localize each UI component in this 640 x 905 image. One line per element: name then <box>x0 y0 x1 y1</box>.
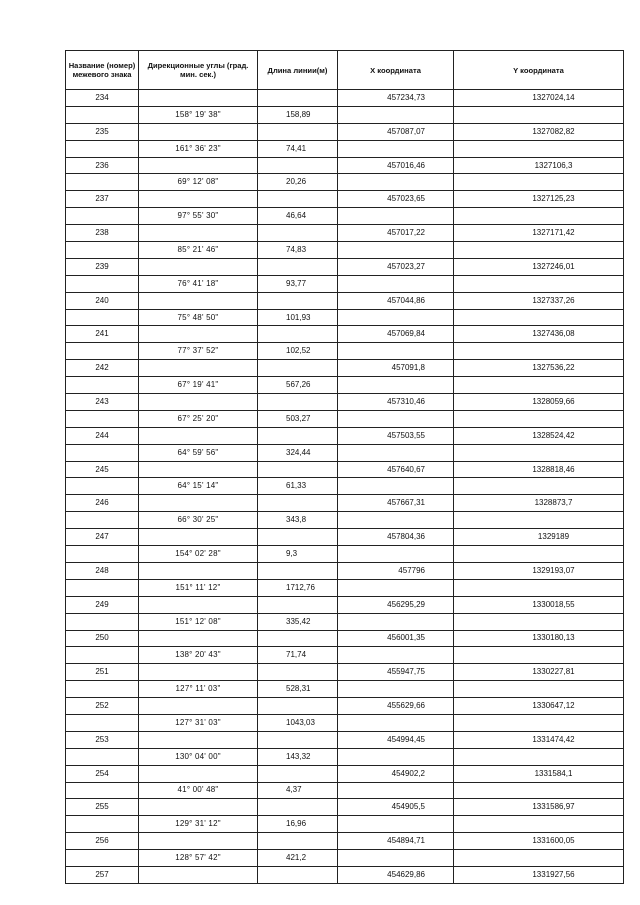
cell-length <box>258 326 338 343</box>
cell-length <box>258 562 338 579</box>
cell-angle: 138° 20' 43" <box>139 647 258 664</box>
cell-x <box>338 681 454 698</box>
cell-x <box>338 106 454 123</box>
cell-length: 61,33 <box>258 478 338 495</box>
cell-angle <box>139 731 258 748</box>
cell-name <box>66 782 139 799</box>
cell-y: 1327337,26 <box>454 292 624 309</box>
cell-x: 457796 <box>338 562 454 579</box>
cell-length: 528,31 <box>258 681 338 698</box>
cell-x: 457023,27 <box>338 258 454 275</box>
cell-angle <box>139 427 258 444</box>
cell-name <box>66 410 139 427</box>
header-y: Y координата <box>454 51 624 90</box>
cell-angle: 69° 12' 08" <box>139 174 258 191</box>
cell-y <box>454 208 624 225</box>
cell-name <box>66 748 139 765</box>
cell-y: 1328524,42 <box>454 427 624 444</box>
cell-y <box>454 546 624 563</box>
cell-y: 1330180,13 <box>454 630 624 647</box>
cell-x: 457016,46 <box>338 157 454 174</box>
cell-length <box>258 90 338 107</box>
cell-y <box>454 782 624 799</box>
cell-length: 343,8 <box>258 512 338 529</box>
cell-x: 457503,55 <box>338 427 454 444</box>
cell-y: 1331584,1 <box>454 765 624 782</box>
cell-length: 102,52 <box>258 343 338 360</box>
cell-length: 421,2 <box>258 850 338 867</box>
line-row <box>66 242 624 259</box>
cell-length <box>258 427 338 444</box>
cell-name <box>66 242 139 259</box>
point-row <box>66 225 624 242</box>
line-row <box>66 714 624 731</box>
cell-angle <box>139 90 258 107</box>
line-row <box>66 208 624 225</box>
cell-angle: 41° 00' 48" <box>139 782 258 799</box>
cell-y <box>454 478 624 495</box>
cell-x: 457234,73 <box>338 90 454 107</box>
cell-x <box>338 748 454 765</box>
cell-angle: 128° 57' 42" <box>139 850 258 867</box>
header-angle: Дирекционные углы (град. мин. сек.) <box>139 51 258 90</box>
line-row <box>66 850 624 867</box>
cell-length: 16,96 <box>258 816 338 833</box>
cell-angle <box>139 292 258 309</box>
cell-x <box>338 546 454 563</box>
cell-angle <box>139 765 258 782</box>
cell-x: 457087,07 <box>338 123 454 140</box>
cell-name <box>66 343 139 360</box>
cell-length: 567,26 <box>258 377 338 394</box>
cell-name: 251 <box>66 664 139 681</box>
cell-x <box>338 140 454 157</box>
cell-angle: 66° 30' 25" <box>139 512 258 529</box>
cell-name: 236 <box>66 157 139 174</box>
cell-length <box>258 799 338 816</box>
line-row <box>66 681 624 698</box>
cell-length <box>258 191 338 208</box>
cell-y: 1331927,56 <box>454 866 624 883</box>
line-row <box>66 309 624 326</box>
cell-name: 255 <box>66 799 139 816</box>
cell-y <box>454 748 624 765</box>
coordinates-sheet <box>65 50 623 884</box>
line-row <box>66 478 624 495</box>
cell-name: 243 <box>66 394 139 411</box>
cell-y: 1329189 <box>454 529 624 546</box>
cell-x: 455947,75 <box>338 664 454 681</box>
point-row <box>66 562 624 579</box>
cell-length <box>258 292 338 309</box>
cell-y <box>454 242 624 259</box>
cell-x: 454902,2 <box>338 765 454 782</box>
cell-y: 1330647,12 <box>454 698 624 715</box>
cell-name <box>66 174 139 191</box>
header-length: Длина линии(м) <box>258 51 338 90</box>
point-row <box>66 630 624 647</box>
cell-name: 241 <box>66 326 139 343</box>
cell-name: 245 <box>66 461 139 478</box>
cell-angle: 77° 37' 52" <box>139 343 258 360</box>
cell-y: 1328818,46 <box>454 461 624 478</box>
cell-y: 1327024,14 <box>454 90 624 107</box>
line-row <box>66 816 624 833</box>
cell-name: 234 <box>66 90 139 107</box>
cell-name <box>66 546 139 563</box>
point-row <box>66 799 624 816</box>
point-row <box>66 765 624 782</box>
cell-x: 455629,66 <box>338 698 454 715</box>
cell-length: 503,27 <box>258 410 338 427</box>
cell-name <box>66 714 139 731</box>
cell-y: 1329193,07 <box>454 562 624 579</box>
cell-name: 254 <box>66 765 139 782</box>
cell-name <box>66 275 139 292</box>
line-row <box>66 140 624 157</box>
cell-angle <box>139 664 258 681</box>
cell-name <box>66 850 139 867</box>
cell-x <box>338 242 454 259</box>
cell-angle <box>139 495 258 512</box>
line-row <box>66 174 624 191</box>
cell-name: 252 <box>66 698 139 715</box>
cell-length <box>258 157 338 174</box>
cell-name: 240 <box>66 292 139 309</box>
cell-angle <box>139 225 258 242</box>
cell-angle <box>139 698 258 715</box>
cell-angle <box>139 799 258 816</box>
cell-length: 143,32 <box>258 748 338 765</box>
cell-length: 71,74 <box>258 647 338 664</box>
cell-x <box>338 512 454 529</box>
cell-x: 457804,36 <box>338 529 454 546</box>
cell-name: 248 <box>66 562 139 579</box>
point-row <box>66 698 624 715</box>
cell-name: 239 <box>66 258 139 275</box>
cell-length <box>258 698 338 715</box>
line-row <box>66 748 624 765</box>
cell-x <box>338 309 454 326</box>
cell-length <box>258 495 338 512</box>
cell-x <box>338 613 454 630</box>
cell-length: 335,42 <box>258 613 338 630</box>
cell-name <box>66 647 139 664</box>
cell-x: 457069,84 <box>338 326 454 343</box>
cell-length: 101,93 <box>258 309 338 326</box>
cell-length <box>258 630 338 647</box>
cell-name <box>66 309 139 326</box>
cell-x <box>338 208 454 225</box>
cell-x <box>338 647 454 664</box>
header-row <box>66 51 624 90</box>
cell-angle: 154° 02' 28" <box>139 546 258 563</box>
cell-y <box>454 512 624 529</box>
cell-y <box>454 850 624 867</box>
cell-x: 457091,8 <box>338 360 454 377</box>
cell-y <box>454 816 624 833</box>
cell-angle: 64° 15' 14" <box>139 478 258 495</box>
cell-length <box>258 529 338 546</box>
cell-x: 457044,86 <box>338 292 454 309</box>
cell-x: 457023,65 <box>338 191 454 208</box>
cell-name <box>66 579 139 596</box>
cell-x <box>338 410 454 427</box>
cell-y <box>454 579 624 596</box>
cell-angle <box>139 630 258 647</box>
line-row <box>66 377 624 394</box>
cell-y: 1327082,82 <box>454 123 624 140</box>
line-row <box>66 343 624 360</box>
cell-name: 256 <box>66 833 139 850</box>
cell-angle: 161° 36' 23" <box>139 140 258 157</box>
cell-x <box>338 174 454 191</box>
cell-name: 237 <box>66 191 139 208</box>
point-row <box>66 191 624 208</box>
cell-length <box>258 123 338 140</box>
cell-angle <box>139 157 258 174</box>
point-row <box>66 123 624 140</box>
cell-angle: 97° 55' 30" <box>139 208 258 225</box>
cell-angle: 129° 31' 12" <box>139 816 258 833</box>
cell-y <box>454 647 624 664</box>
cell-length: 1043,03 <box>258 714 338 731</box>
cell-angle <box>139 123 258 140</box>
boundary-coordinates-table <box>65 50 624 884</box>
cell-length <box>258 664 338 681</box>
cell-name <box>66 208 139 225</box>
cell-angle <box>139 529 258 546</box>
cell-length: 9,3 <box>258 546 338 563</box>
cell-angle: 158° 19' 38" <box>139 106 258 123</box>
point-row <box>66 866 624 883</box>
cell-length: 74,83 <box>258 242 338 259</box>
cell-length <box>258 731 338 748</box>
cell-y: 1331586,97 <box>454 799 624 816</box>
cell-y <box>454 343 624 360</box>
cell-y: 1327536,22 <box>454 360 624 377</box>
cell-x <box>338 850 454 867</box>
cell-length <box>258 394 338 411</box>
cell-x: 454905,5 <box>338 799 454 816</box>
cell-angle <box>139 461 258 478</box>
point-row <box>66 833 624 850</box>
cell-x: 456001,35 <box>338 630 454 647</box>
cell-angle <box>139 258 258 275</box>
cell-x <box>338 377 454 394</box>
line-row <box>66 410 624 427</box>
cell-name <box>66 478 139 495</box>
cell-y: 1331600,05 <box>454 833 624 850</box>
cell-length <box>258 461 338 478</box>
cell-angle <box>139 191 258 208</box>
cell-y: 1331474,42 <box>454 731 624 748</box>
cell-x <box>338 714 454 731</box>
cell-angle: 75° 48' 50" <box>139 309 258 326</box>
cell-length <box>258 833 338 850</box>
cell-angle <box>139 394 258 411</box>
cell-name: 242 <box>66 360 139 377</box>
cell-x <box>338 275 454 292</box>
line-row <box>66 613 624 630</box>
point-row <box>66 731 624 748</box>
cell-angle: 85° 21' 46" <box>139 242 258 259</box>
cell-name <box>66 377 139 394</box>
point-row <box>66 427 624 444</box>
cell-name: 249 <box>66 596 139 613</box>
cell-length: 46,64 <box>258 208 338 225</box>
point-row <box>66 157 624 174</box>
cell-length <box>258 258 338 275</box>
cell-x <box>338 782 454 799</box>
point-row <box>66 596 624 613</box>
cell-y <box>454 714 624 731</box>
cell-y <box>454 410 624 427</box>
point-row <box>66 360 624 377</box>
cell-length: 74,41 <box>258 140 338 157</box>
point-row <box>66 664 624 681</box>
cell-y: 1328873,7 <box>454 495 624 512</box>
cell-length <box>258 866 338 883</box>
cell-length: 4,37 <box>258 782 338 799</box>
cell-x: 456295,29 <box>338 596 454 613</box>
cell-x <box>338 579 454 596</box>
line-row <box>66 275 624 292</box>
cell-length: 158,89 <box>258 106 338 123</box>
cell-x: 457667,31 <box>338 495 454 512</box>
cell-y <box>454 681 624 698</box>
cell-y: 1327436,08 <box>454 326 624 343</box>
cell-angle: 127° 11' 03" <box>139 681 258 698</box>
cell-angle: 127° 31' 03" <box>139 714 258 731</box>
line-row <box>66 782 624 799</box>
cell-angle: 151° 12' 08" <box>139 613 258 630</box>
line-row <box>66 579 624 596</box>
cell-length: 324,44 <box>258 444 338 461</box>
cell-name: 235 <box>66 123 139 140</box>
cell-angle: 67° 25' 20" <box>139 410 258 427</box>
line-row <box>66 444 624 461</box>
cell-name <box>66 613 139 630</box>
cell-y <box>454 309 624 326</box>
cell-length <box>258 765 338 782</box>
cell-y: 1330227,81 <box>454 664 624 681</box>
cell-name <box>66 106 139 123</box>
cell-y: 1328059,66 <box>454 394 624 411</box>
cell-length <box>258 596 338 613</box>
cell-x <box>338 444 454 461</box>
point-row <box>66 292 624 309</box>
cell-x: 454629,86 <box>338 866 454 883</box>
cell-angle: 67° 19' 41" <box>139 377 258 394</box>
cell-x: 454894,71 <box>338 833 454 850</box>
cell-x: 457310,46 <box>338 394 454 411</box>
cell-angle: 76° 41' 18" <box>139 275 258 292</box>
cell-x <box>338 343 454 360</box>
cell-y <box>454 444 624 461</box>
cell-angle <box>139 360 258 377</box>
point-row <box>66 461 624 478</box>
cell-y <box>454 613 624 630</box>
cell-y <box>454 106 624 123</box>
cell-name <box>66 444 139 461</box>
point-row <box>66 394 624 411</box>
cell-name <box>66 512 139 529</box>
line-row <box>66 546 624 563</box>
cell-y <box>454 140 624 157</box>
line-row <box>66 106 624 123</box>
point-row <box>66 495 624 512</box>
cell-name <box>66 681 139 698</box>
cell-name: 253 <box>66 731 139 748</box>
cell-angle <box>139 833 258 850</box>
cell-length <box>258 225 338 242</box>
point-row <box>66 258 624 275</box>
cell-x: 454994,45 <box>338 731 454 748</box>
cell-y: 1327246,01 <box>454 258 624 275</box>
cell-x: 457640,67 <box>338 461 454 478</box>
cell-y: 1327125,23 <box>454 191 624 208</box>
cell-length: 1712,76 <box>258 579 338 596</box>
cell-y: 1327171,42 <box>454 225 624 242</box>
cell-angle <box>139 866 258 883</box>
cell-name: 247 <box>66 529 139 546</box>
table-body <box>66 90 624 884</box>
cell-x <box>338 478 454 495</box>
cell-y <box>454 275 624 292</box>
header-x: Х координата <box>338 51 454 90</box>
cell-angle <box>139 326 258 343</box>
cell-name: 250 <box>66 630 139 647</box>
cell-length <box>258 360 338 377</box>
cell-length: 93,77 <box>258 275 338 292</box>
point-row <box>66 326 624 343</box>
cell-name <box>66 816 139 833</box>
cell-name <box>66 140 139 157</box>
cell-angle: 64° 59' 56" <box>139 444 258 461</box>
cell-y <box>454 174 624 191</box>
cell-y: 1327106,3 <box>454 157 624 174</box>
point-row <box>66 529 624 546</box>
line-row <box>66 512 624 529</box>
cell-name: 246 <box>66 495 139 512</box>
cell-x: 457017,22 <box>338 225 454 242</box>
cell-name: 238 <box>66 225 139 242</box>
line-row <box>66 647 624 664</box>
cell-angle <box>139 562 258 579</box>
point-row <box>66 90 624 107</box>
cell-name: 244 <box>66 427 139 444</box>
cell-length: 20,26 <box>258 174 338 191</box>
cell-y: 1330018,55 <box>454 596 624 613</box>
cell-y <box>454 377 624 394</box>
header-name: Название (номер) межевого знака <box>66 51 139 90</box>
cell-x <box>338 816 454 833</box>
cell-angle: 130° 04' 00" <box>139 748 258 765</box>
cell-angle <box>139 596 258 613</box>
cell-angle: 151° 11' 12" <box>139 579 258 596</box>
cell-name: 257 <box>66 866 139 883</box>
